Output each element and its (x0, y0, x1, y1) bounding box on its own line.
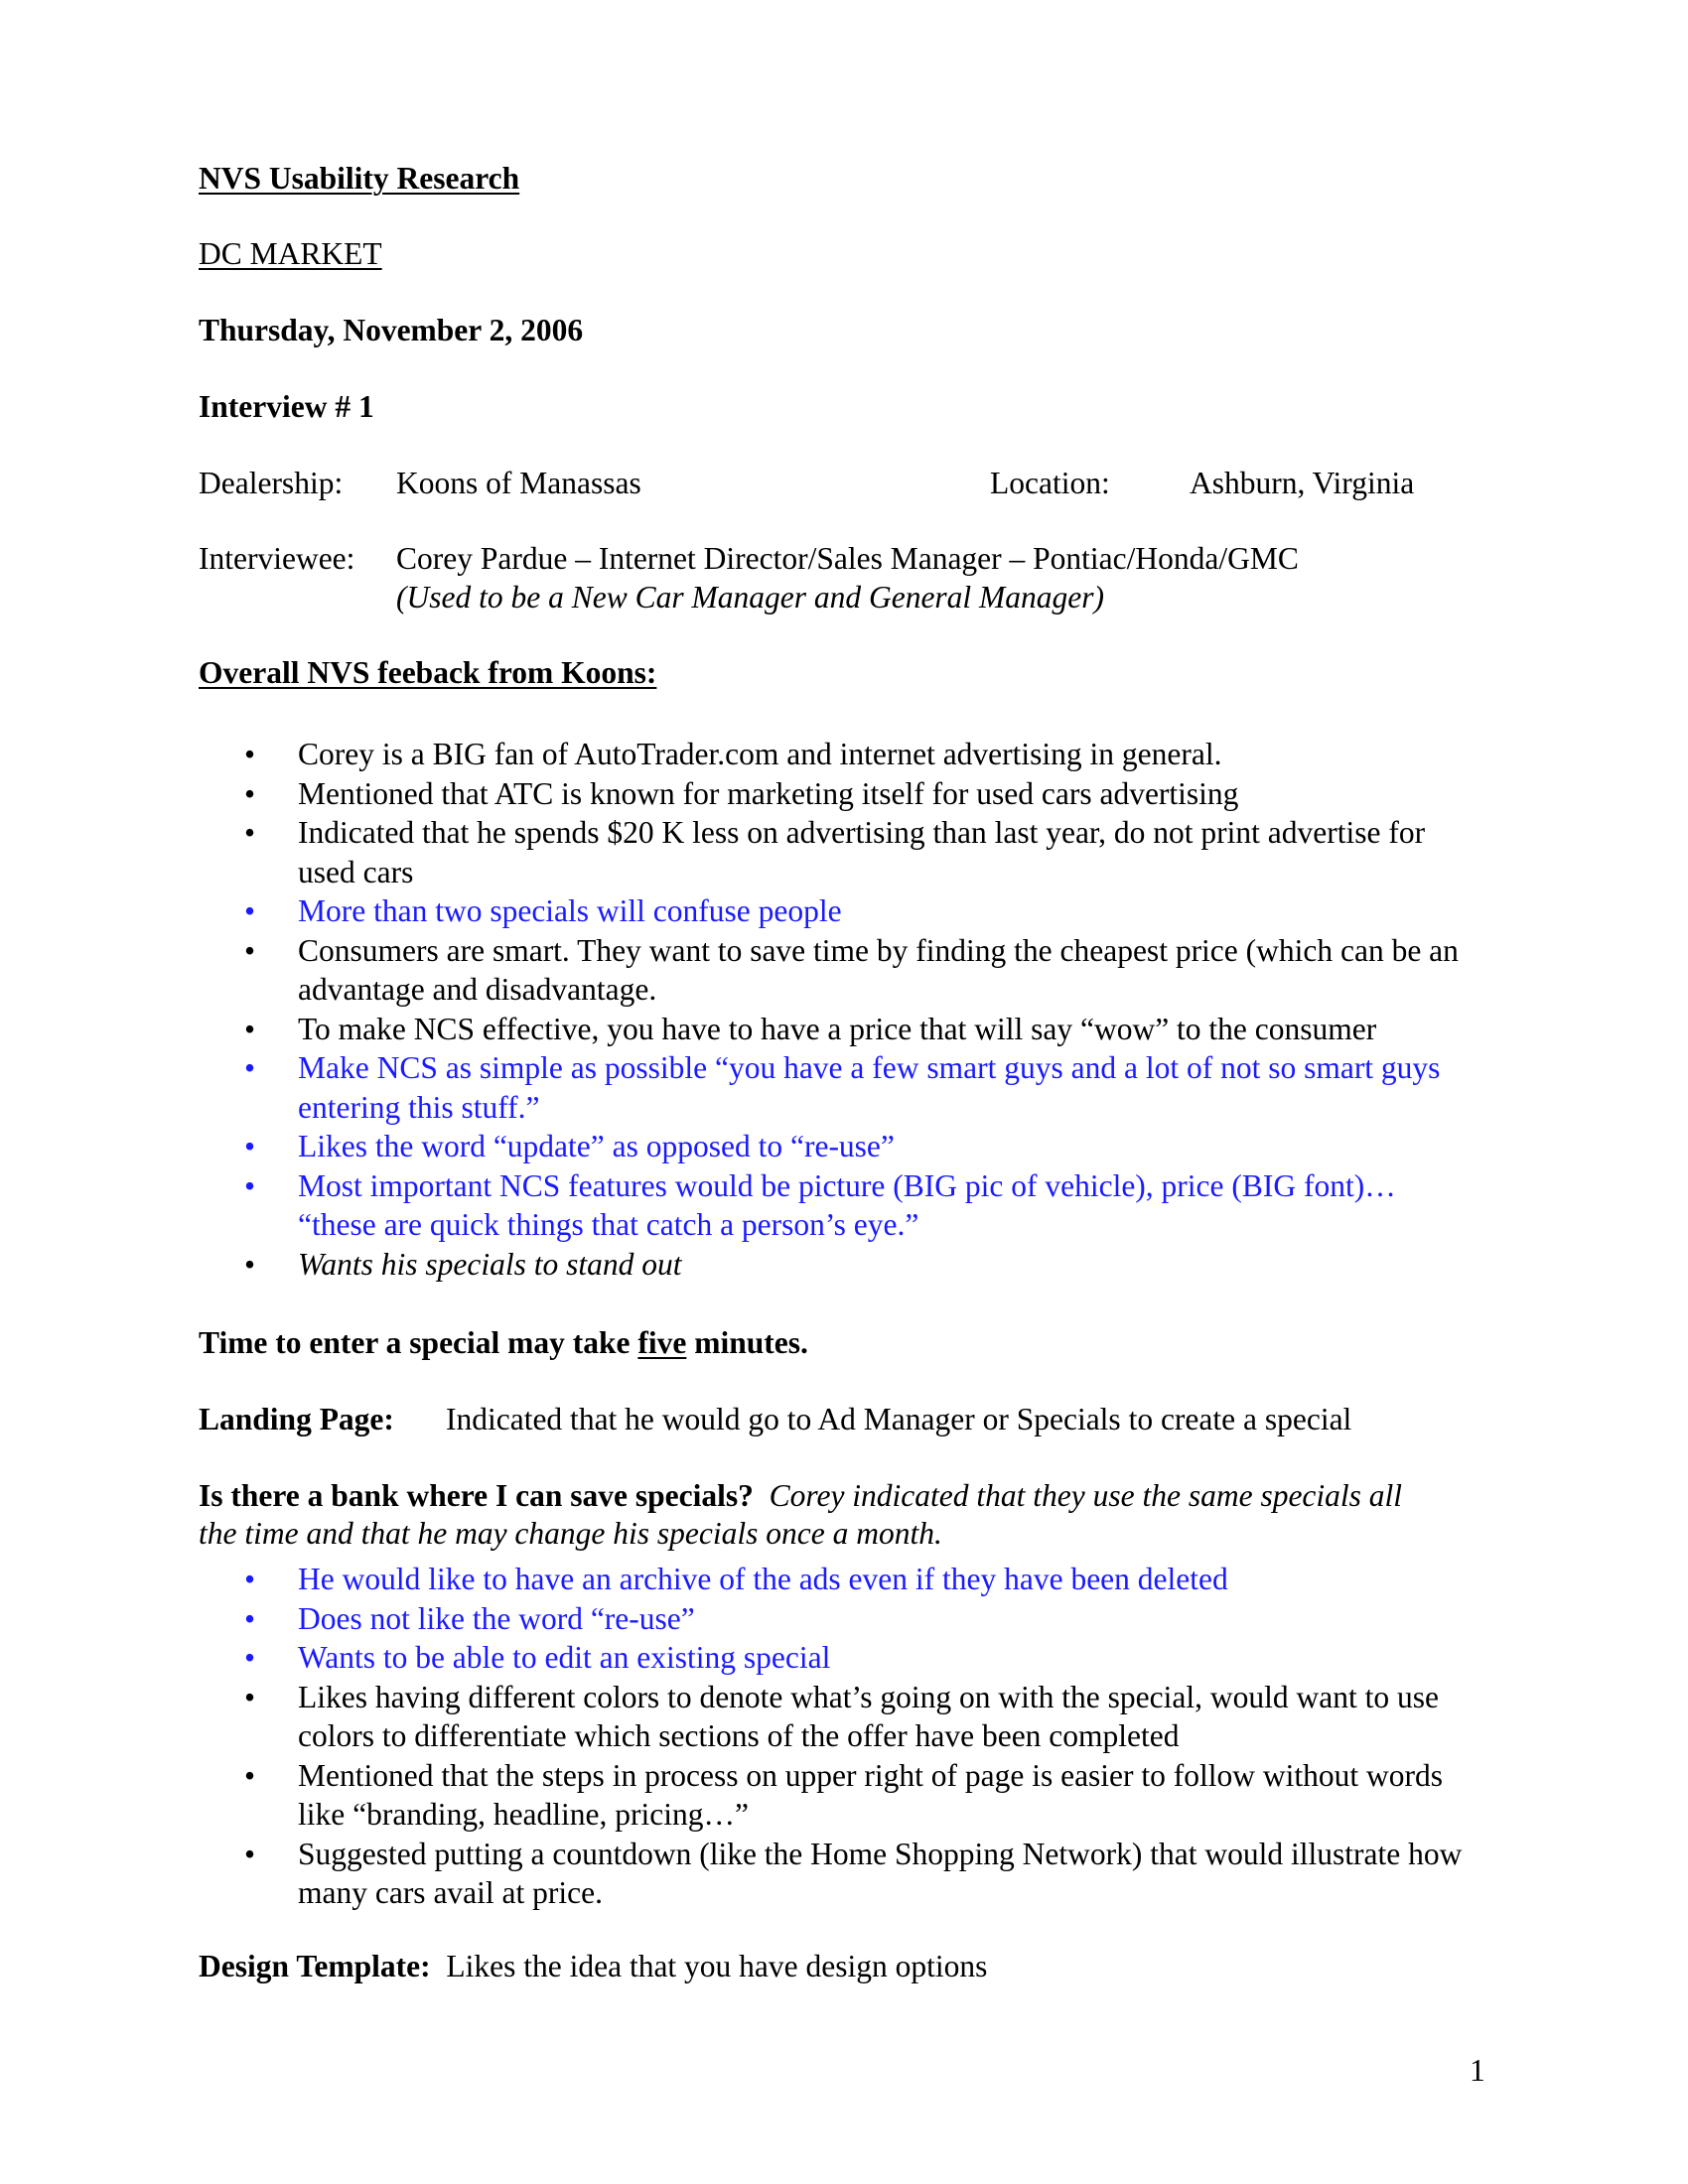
bank-question: Is there a bank where I can save specials? (199, 1478, 754, 1513)
bullet-icon: • (244, 1050, 256, 1085)
bullet-icon: • (244, 1640, 256, 1675)
bullet-icon: • (244, 1129, 256, 1163)
list-item (0, 813, 1470, 891)
interviewee-label: Interviewee: (199, 541, 355, 576)
bullet-icon: • (244, 1246, 256, 1282)
list-item (0, 1048, 1470, 1127)
time-note-before: Time to enter a special may take (199, 1325, 638, 1360)
bullet-icon: • (244, 1562, 256, 1596)
list-item (0, 735, 1470, 774)
list-item-text: Does not like the word “re-use” (298, 1600, 695, 1636)
page-number: 1 (1470, 2053, 1485, 2088)
list-item-text: Mentioned that the steps in process on upper right of page is easier to follow without words like “branding, headline, pricing…” (298, 1757, 1444, 1832)
list-item (0, 1560, 1470, 1599)
feedback-heading: Overall NVS feeback from Koons: (199, 655, 657, 690)
bullet-icon: • (244, 1600, 256, 1636)
interview-date: Thursday, November 2, 2006 (199, 313, 584, 347)
list-item-text: More than two specials will confuse people (298, 893, 842, 928)
bank-answer-line2: the time and that he may change his specials once a month. (199, 1516, 942, 1551)
list-item-text: Mentioned that ATC is known for marketing itself for used cars advertising (298, 775, 1239, 811)
list-item (0, 1678, 1470, 1756)
bullet-icon: • (244, 737, 256, 771)
bullet-icon: • (244, 1757, 256, 1793)
list-item (0, 1127, 1470, 1166)
list-item-text: Wants his specials to stand out (298, 1246, 682, 1282)
list-item (0, 1010, 1470, 1049)
list-item-text: Corey is a BIG fan of AutoTrader.com and internet advertising in general. (298, 737, 1222, 771)
time-note (199, 1327, 808, 1359)
interview-number: Interview # 1 (199, 389, 374, 424)
list-item-text: Most important NCS features would be picture (BIG pic of vehicle), price (BIG font)… “these are quick things that catch a person’s eye.” (298, 1167, 1396, 1242)
location-value: Ashburn, Virginia (1190, 466, 1415, 500)
bullet-icon: • (244, 932, 256, 968)
list-item-text: Make NCS as simple as possible “you have a few smart guys and a lot of not so smart guys entering this stuff.” (298, 1050, 1441, 1125)
list-item-text: He would like to have an archive of the ads even if they have been deleted (298, 1562, 1228, 1596)
list-item-text: Likes the word “update” as opposed to “re-use” (298, 1129, 895, 1163)
bank-question-line (199, 1480, 1402, 1512)
list-item (0, 891, 1470, 931)
market-label: DC MARKET (199, 236, 382, 271)
list-item (0, 1835, 1470, 1913)
landing-page-label: Landing Page: (199, 1402, 394, 1436)
list-item (0, 1599, 1470, 1639)
bullet-icon: • (244, 1679, 256, 1714)
dealership-label: Dealership: (199, 466, 344, 500)
list-item (0, 931, 1470, 1010)
document-title: NVS Usability Research (199, 161, 520, 196)
time-note-after: minutes. (686, 1325, 808, 1360)
feedback-list (0, 735, 1470, 1284)
dealership-value: Koons of Manassas (396, 466, 641, 500)
list-item-text: To make NCS effective, you have to have a price that will say “wow” to the consumer (298, 1011, 1377, 1046)
list-item (0, 1245, 1470, 1285)
bullet-icon: • (244, 1011, 256, 1046)
list-item-text: Wants to be able to edit an existing special (298, 1640, 831, 1675)
landing-page-text: Indicated that he would go to Ad Manager or Specials to create a special (446, 1402, 1352, 1436)
bank-answer-line1: Corey indicated that they use the same specials all (769, 1478, 1403, 1513)
design-template-line (199, 1951, 987, 1982)
bullet-icon: • (244, 893, 256, 928)
design-template-text: Likes the idea that you have design options (446, 1949, 988, 1983)
list-item-text: Suggested putting a countdown (like the Home Shopping Network) that would illustrate how many cars avail at price. (298, 1836, 1463, 1910)
bullet-icon: • (244, 1167, 256, 1203)
time-note-emphasis: five (637, 1325, 687, 1360)
list-item (0, 1638, 1470, 1678)
interviewee-note: (Used to be a New Car Manager and General Manager) (396, 580, 1105, 614)
bullet-icon: • (244, 815, 256, 850)
list-item-text: Likes having different colors to denote what’s going on with the special, would want to use colors to differentiate which sections of the offer have been completed (298, 1679, 1439, 1753)
list-item (0, 1166, 1470, 1245)
list-item-text: Indicated that he spends $20 K less on advertising than last year, do not print advertise for used cars (298, 815, 1426, 889)
interviewee-value: Corey Pardue – Internet Director/Sales Manager – Pontiac/Honda/GMC (396, 541, 1299, 576)
list-item (0, 774, 1470, 814)
design-template-label: Design Template: (199, 1949, 431, 1983)
bullet-icon: • (244, 1836, 256, 1871)
bank-list (0, 1560, 1470, 1913)
location-label: Location: (990, 466, 1110, 500)
bullet-icon: • (244, 775, 256, 811)
list-item-text: Consumers are smart. They want to save time by finding the cheapest price (which can be an advantage and disadvantage. (298, 932, 1459, 1007)
list-item (0, 1756, 1470, 1835)
